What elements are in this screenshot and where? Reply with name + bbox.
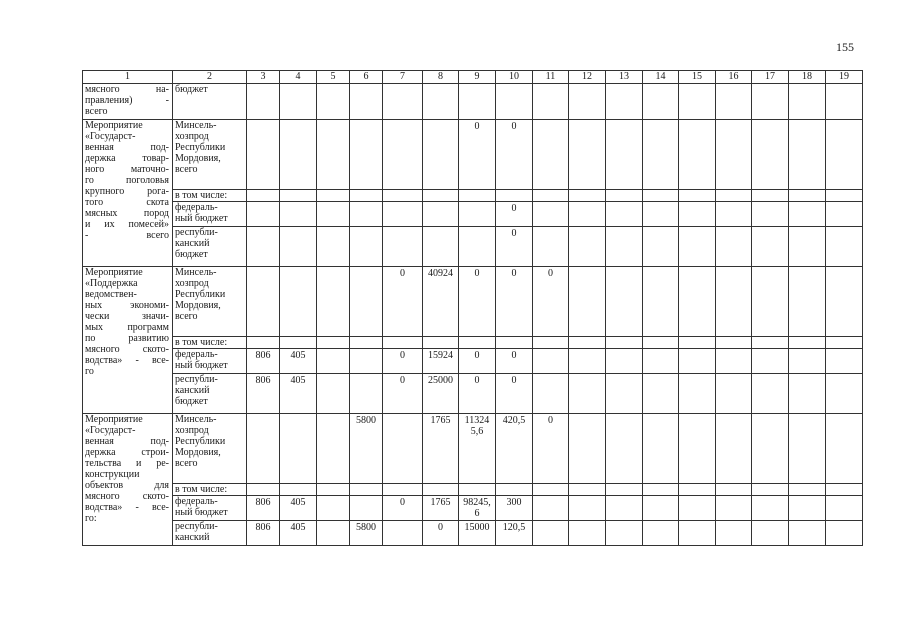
value-cell [643, 202, 679, 227]
value-cell [317, 349, 350, 374]
value-cell [317, 190, 350, 202]
value-cell [383, 120, 423, 190]
value-cell [280, 84, 317, 120]
value-cell [679, 202, 716, 227]
value-cell [247, 190, 280, 202]
table-row [83, 414, 863, 484]
value-cell [383, 414, 423, 484]
value-cell [317, 414, 350, 484]
value-cell [643, 374, 679, 414]
value-cell [423, 202, 459, 227]
value-cell [606, 84, 643, 120]
value-cell [533, 337, 569, 349]
value-cell: 15000 [459, 521, 496, 546]
table-row [83, 349, 863, 374]
value-cell [716, 84, 752, 120]
value-cell [826, 267, 863, 337]
column-header: 1 [83, 71, 173, 84]
value-cell: 806 [247, 521, 280, 546]
value-cell [752, 84, 789, 120]
value-cell: 0 [496, 349, 533, 374]
value-cell [679, 120, 716, 190]
responsible-cell: бюджет [173, 84, 247, 120]
value-cell [826, 202, 863, 227]
column-header: 7 [383, 71, 423, 84]
value-cell [317, 484, 350, 496]
column-header: 16 [716, 71, 752, 84]
value-cell [789, 227, 826, 267]
value-cell [643, 190, 679, 202]
event-name-cell: Мероприятие «Поддержка ведомствен- ных экономи- чески значи- мых программ по развитию мясного ското- водства» - все- го [83, 267, 173, 414]
value-cell [789, 120, 826, 190]
value-cell [716, 190, 752, 202]
value-cell: 0 [533, 267, 569, 337]
value-cell [789, 202, 826, 227]
value-cell [350, 190, 383, 202]
value-cell [383, 190, 423, 202]
table-row [83, 337, 863, 349]
value-cell [496, 190, 533, 202]
column-header: 3 [247, 71, 280, 84]
value-cell [752, 337, 789, 349]
value-cell [752, 267, 789, 337]
value-cell [350, 84, 383, 120]
value-cell [459, 227, 496, 267]
value-cell [423, 484, 459, 496]
value-cell [280, 120, 317, 190]
value-cell: 0 [383, 267, 423, 337]
value-cell [569, 202, 606, 227]
value-cell: 0 [496, 227, 533, 267]
value-cell: 0 [383, 496, 423, 521]
value-cell [643, 349, 679, 374]
value-cell [569, 496, 606, 521]
value-cell [569, 374, 606, 414]
value-cell [317, 337, 350, 349]
value-cell [789, 84, 826, 120]
value-cell [383, 484, 423, 496]
value-cell [752, 349, 789, 374]
table-row [83, 496, 863, 521]
value-cell [350, 496, 383, 521]
value-cell [789, 484, 826, 496]
value-cell [423, 190, 459, 202]
value-cell [826, 414, 863, 484]
value-cell [643, 414, 679, 484]
value-cell [350, 337, 383, 349]
value-cell [496, 337, 533, 349]
value-cell [643, 227, 679, 267]
value-cell [533, 227, 569, 267]
value-cell: 0 [533, 414, 569, 484]
value-cell [716, 227, 752, 267]
responsible-cell: федераль- ный бюджет [173, 202, 247, 227]
value-cell: 405 [280, 349, 317, 374]
value-cell [643, 496, 679, 521]
value-cell [350, 120, 383, 190]
value-cell: 5800 [350, 414, 383, 484]
value-cell [533, 349, 569, 374]
value-cell: 40924 [423, 267, 459, 337]
value-cell [533, 484, 569, 496]
value-cell [606, 120, 643, 190]
value-cell [280, 190, 317, 202]
value-cell [247, 337, 280, 349]
value-cell [826, 349, 863, 374]
column-header: 12 [569, 71, 606, 84]
value-cell [350, 484, 383, 496]
value-cell [350, 267, 383, 337]
value-cell [383, 202, 423, 227]
value-cell [317, 267, 350, 337]
value-cell [679, 521, 716, 546]
value-cell [383, 227, 423, 267]
value-cell [280, 414, 317, 484]
value-cell [606, 484, 643, 496]
value-cell [679, 496, 716, 521]
value-cell: 0 [496, 267, 533, 337]
value-cell: 0 [383, 349, 423, 374]
value-cell [247, 484, 280, 496]
value-cell [459, 190, 496, 202]
budget-table [82, 70, 863, 546]
value-cell: 25000 [423, 374, 459, 414]
value-cell [716, 414, 752, 484]
responsible-cell: Минсель- хозпрод Республики Мордовия, всего [173, 120, 247, 190]
value-cell [280, 337, 317, 349]
value-cell [752, 521, 789, 546]
column-header: 4 [280, 71, 317, 84]
value-cell [679, 267, 716, 337]
value-cell [826, 227, 863, 267]
value-cell [496, 484, 533, 496]
column-header: 2 [173, 71, 247, 84]
value-cell [643, 521, 679, 546]
value-cell [423, 84, 459, 120]
value-cell [679, 227, 716, 267]
value-cell [247, 120, 280, 190]
column-header: 17 [752, 71, 789, 84]
value-cell [533, 374, 569, 414]
value-cell [280, 484, 317, 496]
responsible-cell: республи- канский бюджет [173, 374, 247, 414]
value-cell [716, 337, 752, 349]
responsible-cell: Минсель- хозпрод Республики Мордовия, всего [173, 414, 247, 484]
column-header: 15 [679, 71, 716, 84]
value-cell [679, 414, 716, 484]
value-cell [247, 414, 280, 484]
value-cell [317, 84, 350, 120]
value-cell: 806 [247, 374, 280, 414]
value-cell [606, 267, 643, 337]
value-cell [606, 521, 643, 546]
value-cell: 0 [496, 202, 533, 227]
value-cell [606, 190, 643, 202]
value-cell [826, 337, 863, 349]
value-cell [569, 227, 606, 267]
value-cell [606, 202, 643, 227]
value-cell [716, 521, 752, 546]
value-cell [826, 120, 863, 190]
value-cell [606, 496, 643, 521]
value-cell [606, 337, 643, 349]
value-cell [569, 337, 606, 349]
value-cell [789, 496, 826, 521]
value-cell: 0 [459, 267, 496, 337]
value-cell: 120,5 [496, 521, 533, 546]
value-cell [826, 521, 863, 546]
value-cell [423, 227, 459, 267]
value-cell [459, 484, 496, 496]
value-cell [679, 484, 716, 496]
responsible-cell: в том числе: [173, 190, 247, 202]
column-header: 8 [423, 71, 459, 84]
value-cell [789, 414, 826, 484]
value-cell [752, 484, 789, 496]
value-cell: 11324 5,6 [459, 414, 496, 484]
value-cell [606, 414, 643, 484]
value-cell [569, 190, 606, 202]
value-cell [459, 84, 496, 120]
value-cell [716, 202, 752, 227]
value-cell: 15924 [423, 349, 459, 374]
value-cell [752, 414, 789, 484]
value-cell [350, 374, 383, 414]
value-cell [789, 337, 826, 349]
column-header: 5 [317, 71, 350, 84]
value-cell [789, 374, 826, 414]
table-row [83, 227, 863, 267]
value-cell [643, 484, 679, 496]
value-cell [789, 190, 826, 202]
value-cell [679, 374, 716, 414]
value-cell [247, 267, 280, 337]
value-cell: 0 [383, 374, 423, 414]
value-cell [569, 120, 606, 190]
value-cell: 420,5 [496, 414, 533, 484]
value-cell [423, 120, 459, 190]
value-cell [789, 267, 826, 337]
value-cell [752, 190, 789, 202]
value-cell [247, 84, 280, 120]
value-cell: 806 [247, 349, 280, 374]
value-cell [569, 414, 606, 484]
value-cell [643, 84, 679, 120]
value-cell [643, 120, 679, 190]
table-row [83, 374, 863, 414]
column-header: 9 [459, 71, 496, 84]
value-cell [383, 84, 423, 120]
value-cell: 405 [280, 374, 317, 414]
value-cell [716, 484, 752, 496]
value-cell: 0 [459, 349, 496, 374]
responsible-cell: республи- канский [173, 521, 247, 546]
page-number: 155 [836, 40, 854, 54]
event-name-cell: Мероприятие «Государст- венная под- держка строи- тельства и ре- конструкции объектов для мясного ското- водства» - все- го: [83, 414, 173, 546]
value-cell [643, 337, 679, 349]
responsible-cell: федераль- ный бюджет [173, 349, 247, 374]
value-cell [317, 227, 350, 267]
value-cell [569, 84, 606, 120]
value-cell [533, 496, 569, 521]
column-header: 6 [350, 71, 383, 84]
value-cell [317, 521, 350, 546]
value-cell [789, 349, 826, 374]
value-cell [247, 202, 280, 227]
responsible-cell: федераль- ный бюджет [173, 496, 247, 521]
value-cell [569, 349, 606, 374]
value-cell [716, 120, 752, 190]
value-cell [317, 496, 350, 521]
value-cell [569, 267, 606, 337]
column-header: 19 [826, 71, 863, 84]
value-cell: 98245, 6 [459, 496, 496, 521]
value-cell [350, 202, 383, 227]
value-cell: 405 [280, 496, 317, 521]
value-cell [606, 349, 643, 374]
responsible-cell: Минсель- хозпрод Республики Мордовия, всего [173, 267, 247, 337]
value-cell [679, 349, 716, 374]
value-cell [350, 227, 383, 267]
value-cell [280, 227, 317, 267]
table-row [83, 202, 863, 227]
value-cell [826, 84, 863, 120]
value-cell: 0 [496, 374, 533, 414]
value-cell [533, 190, 569, 202]
responsible-cell: республи- канский бюджет [173, 227, 247, 267]
value-cell: 0 [496, 120, 533, 190]
value-cell [826, 190, 863, 202]
value-cell [317, 202, 350, 227]
table-row [83, 120, 863, 190]
table-row [83, 267, 863, 337]
value-cell [533, 521, 569, 546]
value-cell [716, 267, 752, 337]
event-name-cell: мясного на- правления) - всего [83, 84, 173, 120]
value-cell: 1765 [423, 496, 459, 521]
value-cell [533, 84, 569, 120]
value-cell [383, 521, 423, 546]
table-row [83, 190, 863, 202]
value-cell [679, 337, 716, 349]
table-row [83, 84, 863, 120]
value-cell [533, 120, 569, 190]
value-cell [679, 84, 716, 120]
table-row [83, 484, 863, 496]
value-cell [383, 337, 423, 349]
value-cell [533, 202, 569, 227]
value-cell [280, 202, 317, 227]
value-cell: 0 [459, 120, 496, 190]
table-row [83, 521, 863, 546]
value-cell [716, 349, 752, 374]
value-cell: 806 [247, 496, 280, 521]
column-header: 13 [606, 71, 643, 84]
value-cell [569, 521, 606, 546]
value-cell [752, 202, 789, 227]
value-cell [716, 374, 752, 414]
value-cell: 0 [423, 521, 459, 546]
value-cell [679, 190, 716, 202]
value-cell [569, 484, 606, 496]
column-header: 18 [789, 71, 826, 84]
value-cell: 1765 [423, 414, 459, 484]
value-cell [752, 227, 789, 267]
value-cell [752, 496, 789, 521]
column-header: 10 [496, 71, 533, 84]
value-cell [317, 374, 350, 414]
value-cell: 300 [496, 496, 533, 521]
value-cell [496, 84, 533, 120]
value-cell [643, 267, 679, 337]
value-cell [247, 227, 280, 267]
value-cell [789, 521, 826, 546]
value-cell [606, 374, 643, 414]
event-name-cell: Мероприятие «Государст- венная под- держка товар- ного маточно- го поголовья крупного рога- того скота мясных пород и их помесей» - всего [83, 120, 173, 267]
value-cell [826, 496, 863, 521]
responsible-cell: в том числе: [173, 337, 247, 349]
value-cell [752, 374, 789, 414]
value-cell [606, 227, 643, 267]
value-cell [423, 337, 459, 349]
header-row [83, 71, 863, 84]
value-cell [280, 267, 317, 337]
value-cell [716, 496, 752, 521]
value-cell [459, 202, 496, 227]
value-cell [826, 484, 863, 496]
column-header: 14 [643, 71, 679, 84]
responsible-cell: в том числе: [173, 484, 247, 496]
value-cell [459, 337, 496, 349]
value-cell: 0 [459, 374, 496, 414]
value-cell [317, 120, 350, 190]
value-cell: 405 [280, 521, 317, 546]
value-cell [826, 374, 863, 414]
value-cell [350, 349, 383, 374]
value-cell [752, 120, 789, 190]
column-header: 11 [533, 71, 569, 84]
value-cell: 5800 [350, 521, 383, 546]
